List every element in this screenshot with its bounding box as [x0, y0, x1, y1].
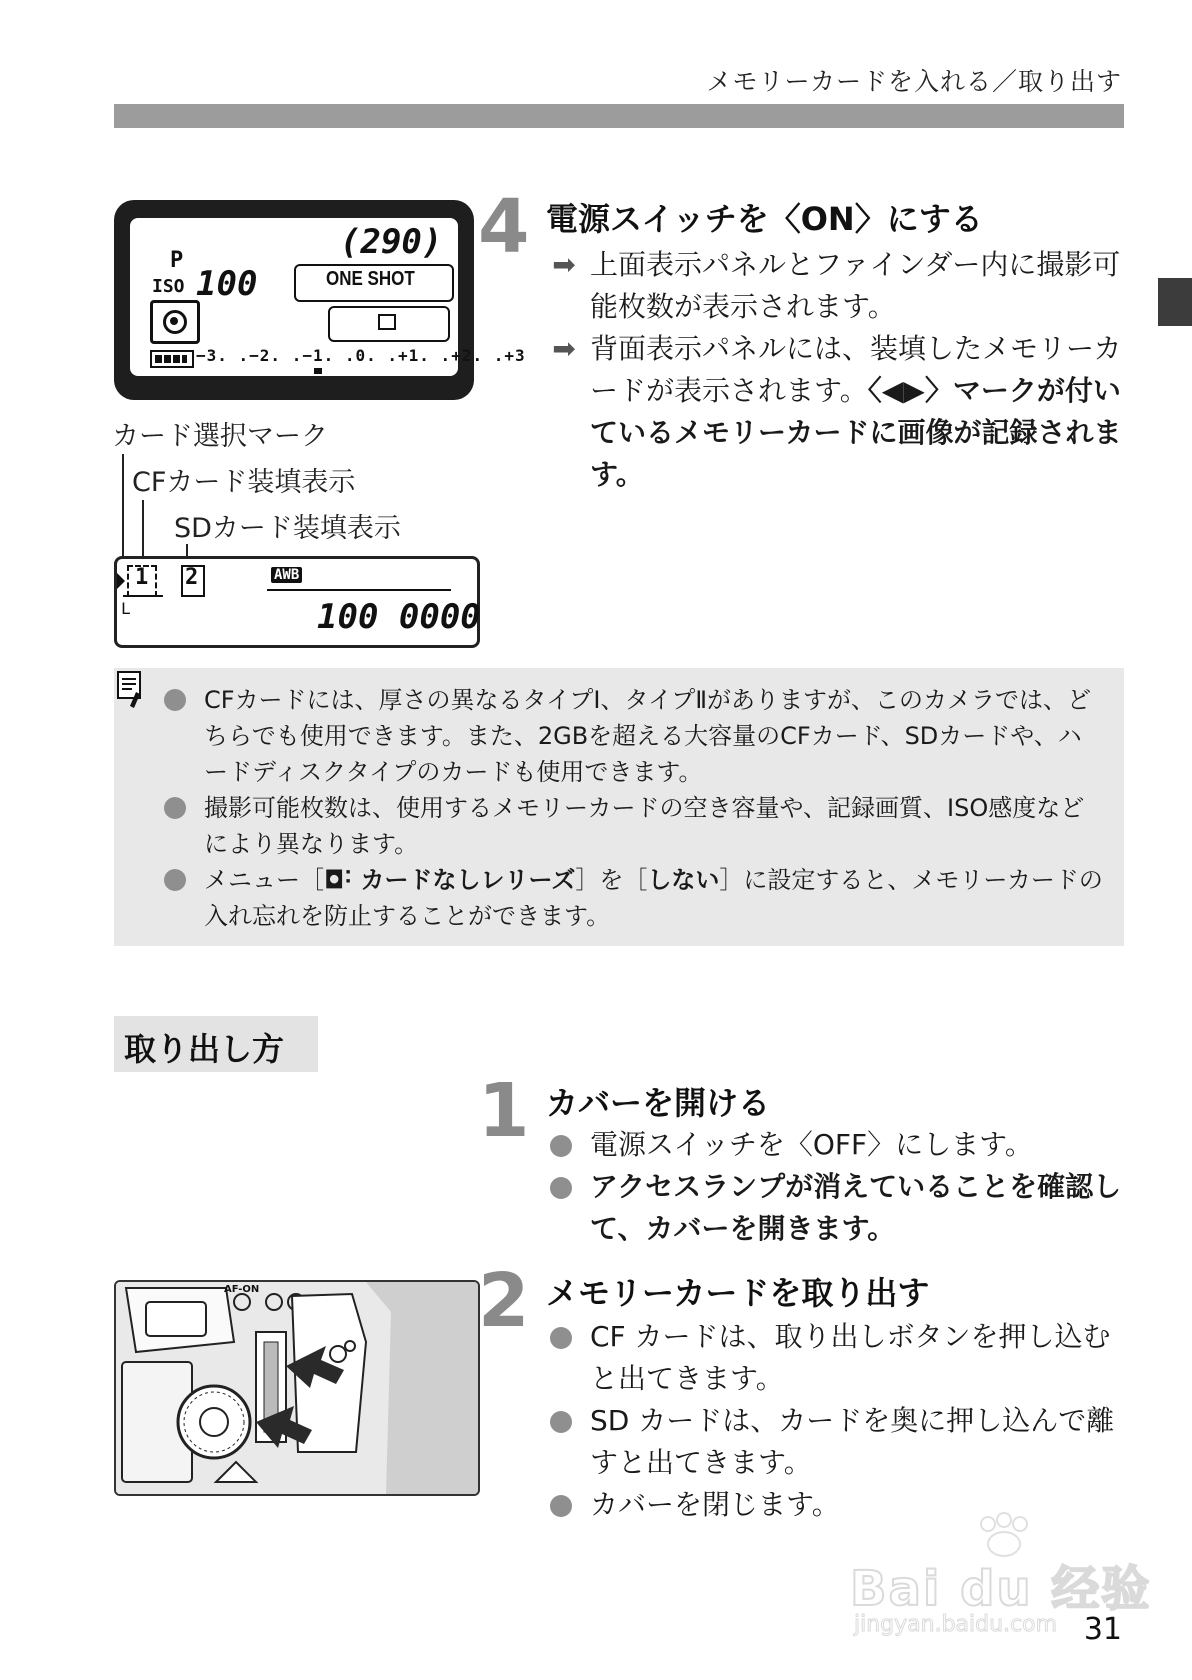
camera-card-removal-photo — [114, 1280, 480, 1496]
memo-list — [114, 682, 1104, 934]
sd-slot-number: 2 — [185, 565, 199, 590]
sd-card-indicator-label: SDカード装填表示 — [174, 513, 401, 544]
rule — [267, 589, 451, 591]
list-item: CFカードには、厚さの異なるタイプⅠ、タイプⅡがありますが、このカメラでは、どちらでも使用できます。また、2GBを超える大容量のCFカード、SDカードや、ハードディスクタイプのカードも使用できます。 — [204, 686, 1092, 786]
card-select-arrow-icon — [117, 573, 125, 589]
rear-lcd-panel-illustration — [114, 556, 480, 648]
list-item: メニュー［◘˸ カードなしレリーズ］を［しない］に設定すると、メモリーカードの入れ忘れを防止することができます。 — [204, 866, 1103, 930]
step-title: 電源スイッチを〈ON〉にする — [546, 200, 983, 238]
single-shot-icon — [378, 314, 396, 330]
white-balance: AWB — [271, 567, 302, 583]
running-header: メモリーカードを入れる／取り出す — [706, 67, 1122, 96]
list-item: 撮影可能枚数は、使用するメモリーカードの空き容量や、記録画質、ISO感度などにより異なります。 — [204, 794, 1085, 858]
iso-value: 100 — [196, 264, 258, 304]
list-item: ➡ 背面表示パネルには、装填したメモリーカードが表示されます。〈◀▶〉マークが付いているメモリーカードに画像が記録されます。 — [546, 328, 1126, 496]
shots-remaining: (290) — [340, 222, 443, 262]
leader-line — [142, 500, 144, 560]
shooting-mode: P — [170, 248, 184, 273]
watermark-logo: Bai du 经验 — [850, 1561, 1152, 1617]
section-heading: 取り出し方 — [114, 1016, 318, 1072]
step-number: 4 — [478, 184, 530, 270]
list-item: アクセスランプが消えていることを確認して、カバーを開きます。 — [590, 1170, 1122, 1245]
leader-line — [122, 454, 124, 560]
shooting-menu-icon: ◘˸ — [324, 866, 361, 894]
quality-indicator: L — [121, 599, 131, 618]
step-number: 2 — [478, 1258, 530, 1344]
af-on-label: AF-ON — [224, 1284, 260, 1295]
underline — [123, 595, 163, 597]
step1-list — [546, 1124, 1126, 1250]
folder-file-number: 100 0000 — [317, 597, 481, 637]
memo-box — [114, 668, 1124, 946]
iso-label: ISO — [152, 276, 185, 297]
top-lcd-screen — [130, 218, 526, 376]
card-select-mark-label: カード選択マーク — [112, 421, 328, 452]
list-item: 電源スイッチを〈OFF〉にします。 — [590, 1128, 1033, 1161]
chapter-tab — [1158, 278, 1192, 326]
step-title: メモリーカードを取り出す — [546, 1274, 930, 1312]
step4-list — [546, 244, 1126, 496]
page-number: 31 — [1083, 1612, 1122, 1647]
step2-list — [546, 1316, 1126, 1526]
header-bar — [114, 104, 1124, 128]
top-lcd-panel-illustration — [114, 200, 526, 400]
af-mode: ONE SHOT — [326, 268, 415, 290]
arrow-icon: ➡ — [552, 332, 576, 365]
metering-mode-icon — [150, 300, 200, 344]
step-title: カバーを開ける — [546, 1084, 771, 1122]
step-number: 1 — [478, 1068, 530, 1154]
battery-icon — [150, 350, 194, 368]
list-item: カバーを閉じます。 — [590, 1488, 840, 1521]
list-item: CF カードは、取り出しボタンを押し込むと出てきます。 — [590, 1320, 1111, 1395]
list-item: SD カードは、カードを奥に押し込んで離すと出てきます。 — [590, 1404, 1115, 1479]
arrow-icon: ➡ — [552, 248, 576, 281]
cf-slot-number: 1 — [135, 565, 149, 590]
list-item: ➡ 上面表示パネルとファインダー内に撮影可能枚数が表示されます。 — [546, 244, 1126, 328]
watermark-url: jingyan.baidu.com — [854, 1612, 1058, 1637]
exposure-level-indicator — [314, 368, 322, 374]
cf-card-indicator-label: CFカード装填表示 — [132, 467, 356, 498]
exposure-level-scale: −3. .−2. .−1. .0. .+1. .+2. .+3 — [196, 346, 526, 365]
